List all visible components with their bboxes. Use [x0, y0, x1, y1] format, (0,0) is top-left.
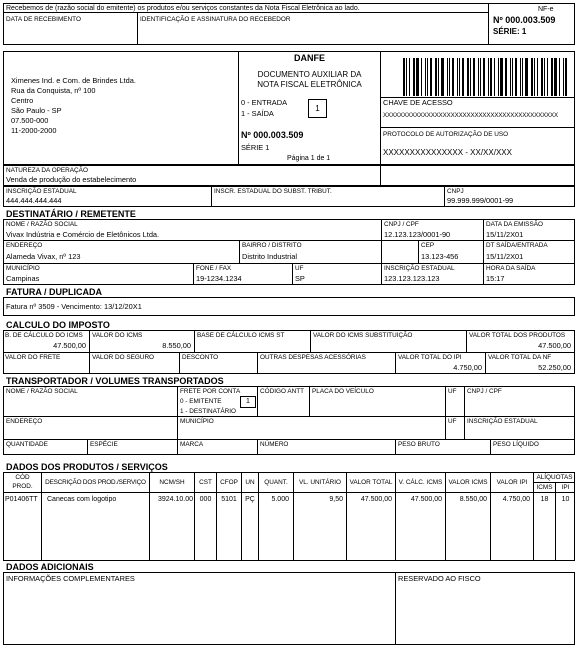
danfe-series: SÉRIE 1: [241, 143, 270, 152]
insurance-value-label: VALOR DO SEGURO: [92, 354, 155, 361]
other-expenses-label: OUTRAS DESPESAS ACESSÓRIAS: [260, 354, 366, 361]
issuer-cnpj-label: CNPJ: [447, 188, 464, 195]
carrier-ie-label: INSCRIÇÃO ESTADUAL: [467, 418, 538, 425]
access-key-value: XXXXXXXXXXXXXXXXXXXXXXXXXXXXXXXXXXXXXXXXXXXX: [383, 112, 558, 119]
fisco-reserved-label: RESERVADO AO FISCO: [398, 574, 481, 583]
danfe-type-value: 1: [315, 104, 320, 113]
recipient-uf-value: SP: [295, 274, 305, 283]
danfe-type-box: [308, 99, 327, 118]
recipient-district-value: Distrito Industrial: [242, 252, 298, 261]
icms-st-value-label: VALOR DO ICMS SUBSTITUIÇÃO: [313, 332, 413, 339]
barcode-image: [403, 58, 569, 96]
tax-section-title: CALCULO DO IMPOSTO: [6, 320, 110, 330]
carrier-city-label: MUNICÍPIO: [180, 418, 214, 425]
exit-time-value: 15:17: [486, 274, 505, 283]
products-total-value: 47.500,00: [538, 341, 571, 350]
danfe-subtitle-1: DOCUMENTO AUXILIAR DA: [257, 70, 362, 79]
col-code-header-2: PROD.: [12, 483, 33, 490]
row-cfop: 5101: [221, 496, 237, 503]
recipient-section-title: DESTINATÁRIO / REMETENTE: [6, 209, 136, 219]
recipient-zip-label: CEP: [421, 242, 435, 249]
issuer-street: Rua da Conquista, nº 100: [11, 86, 96, 95]
danfe-title: DANFE: [294, 53, 325, 63]
issuer-info: [11, 76, 136, 136]
volume-brand-label: MARCA: [180, 441, 204, 448]
carrier-section-title: TRANSPORTADOR / VOLUMES TRANSPORTADOS: [6, 376, 224, 386]
recipient-ie-label: INSCRIÇÃO ESTADUAL: [384, 265, 455, 272]
st-registration-label: INSCR. ESTADUAL DO SUBST. TRIBUT.: [214, 188, 332, 195]
recipient-cnpj-value: 12.123.123/0001-90: [384, 230, 451, 239]
col-cfop-header: CFOP: [220, 479, 238, 486]
col-description-header: DESCRIÇÃO DOS PROD./SERVIÇO: [45, 479, 146, 486]
volume-quantity-label: QUANTIDADE: [6, 441, 48, 448]
additional-section-title: DADOS ADICIONAIS: [6, 562, 94, 572]
row-unit: PÇ: [245, 496, 255, 503]
carrier-cnpj-label: CNPJ / CPF: [467, 388, 502, 395]
recipient-name-label: NOME / RAZÃO SOCIAL: [6, 221, 78, 228]
issue-date-value: 15/11/2X01: [486, 230, 524, 239]
authorization-protocol-value: XXXXXXXXXXXXXXX - XX/XX/XXX: [383, 148, 512, 157]
recipient-phone-label: FONE / FAX: [196, 265, 232, 272]
gross-weight-label: PESO BRUTO: [398, 441, 440, 448]
col-icms-header: VALOR ICMS: [448, 479, 488, 486]
recipient-name-value: Vivax Indústria e Comércio de Eletônicos Ltda.: [6, 230, 160, 239]
carrier-address-label: ENDEREÇO: [6, 418, 43, 425]
volume-number-label: NÚMERO: [260, 441, 289, 448]
receipt-series: SÉRIE: 1: [493, 27, 527, 36]
row-quantity: 5.000: [271, 496, 289, 503]
discount-label: DESCONTO: [182, 354, 219, 361]
row-unit-price: 9,50: [329, 496, 343, 503]
recipient-ie-value: 123.123.123.123: [384, 274, 440, 283]
recipient-uf-label: UF: [295, 265, 304, 272]
recipient-city-label: MUNICÍPIO: [6, 265, 40, 272]
issue-date-label: DATA DA EMISSÃO: [486, 221, 543, 228]
receipt-text: Recebemos de (razão social do emitente) os produtos e/ou serviços constantes da Nota Fiscal Eletrônica ao lado.: [6, 5, 360, 12]
invoice-total-label: VALOR TOTAL DA NF: [488, 354, 552, 361]
recipient-district-label: BAIRRO / DISTRITO: [242, 242, 302, 249]
issuer-city: São Paulo - SP: [11, 106, 62, 115]
recipient-cnpj-label: CNPJ / CPF: [384, 221, 419, 228]
row-code: P01406TT: [5, 496, 38, 503]
volume-species-label: ESPÉCIE: [90, 441, 118, 448]
col-unit-price-header: VL. UNITÁRIO: [299, 479, 341, 486]
issuer-phone: 11-2000-2000: [11, 126, 57, 135]
danfe-number: Nº 000.003.509: [241, 130, 304, 140]
antt-code-label: CÓDIGO ANTT: [260, 388, 305, 395]
col-rate-ipi-header: IPI: [561, 484, 570, 491]
icms-value: 8.550,00: [162, 341, 191, 350]
operation-nature-value: Venda de produção do estabelecimento: [6, 175, 137, 184]
col-ipi-header: VALOR IPI: [496, 479, 528, 486]
col-ncm-header: NCM/SH: [159, 479, 185, 486]
freight-type-box: [240, 396, 256, 408]
invoice-value: Fatura nº 3509 - Vencimento: 13/12/20X1: [6, 302, 142, 311]
ipi-total-label: VALOR TOTAL DO IPI: [398, 354, 462, 361]
recipient-zip-value: 13.123-456: [421, 252, 459, 261]
col-code-header-1: CÓD: [15, 474, 30, 481]
carrier-uf-label: UF: [448, 388, 457, 395]
carrier-name-label: NOME / RAZÃO SOCIAL: [6, 388, 78, 395]
danfe-entry: 0 - ENTRADA: [241, 98, 287, 107]
vehicle-plate-label: PLACA DO VEÍCULO: [312, 388, 374, 395]
row-cst: 000: [199, 496, 212, 503]
authorization-protocol-label: PROTOCOLO DE AUTORIZAÇÃO DE USO: [383, 131, 509, 138]
invoice-section-title: FATURA / DUPLICADA: [6, 287, 102, 297]
products-total-label: VALOR TOTAL DOS PRODUTOS: [469, 332, 566, 339]
icms-st-base-label: BASE DE CÁLCULO ICMS ST: [197, 332, 285, 339]
issuer-zip: 07.500-000: [11, 116, 49, 125]
col-unit-header: UN: [245, 479, 255, 486]
ipi-total-value: 4.750,00: [453, 363, 482, 372]
receipt-signature-label: IDENTIFICAÇÃO E ASSINATURA DO RECEBEDOR: [140, 16, 291, 23]
carrier-uf2-label: UF: [448, 418, 457, 425]
issuer-name: Ximenes Ind. e Com. de Brindes Ltda.: [11, 76, 136, 85]
col-cst-header: CST: [199, 479, 212, 486]
row-icms-base: 47.500,00: [410, 496, 442, 503]
exit-date-value: 15/11/2X01: [486, 252, 524, 261]
freight-recipient-option: 1 - DESTINATÁRIO: [180, 408, 236, 415]
complementary-info-label: INFORMAÇÕES COMPLEMENTARES: [6, 574, 135, 583]
freight-issuer-option: 0 - EMITENTE: [180, 398, 222, 405]
freight-responsibility-label: FRETE POR CONTA: [180, 388, 241, 395]
icms-base-label: B. DE CÁLCULO DO ICMS: [5, 332, 83, 339]
products-section-title: DADOS DOS PRODUTOS / SERVIÇOS: [6, 462, 168, 472]
freight-value-label: VALOR DO FRETE: [5, 354, 61, 361]
danfe-document: [3, 3, 575, 645]
receipt-number: Nº 000.003.509: [493, 15, 556, 25]
exit-time-label: HORA DA SAÍDA: [486, 265, 536, 272]
icms-base-value: 47.500,00: [53, 341, 86, 350]
invoice-total-value: 52.250,00: [538, 363, 571, 372]
recipient-city-value: Campinas: [6, 274, 40, 283]
col-icms-base-header: V. CÁLC. ICMS: [398, 479, 443, 486]
danfe-page: Página 1 de 1: [287, 155, 331, 162]
state-registration-label: INSCRIÇÃO ESTADUAL: [6, 188, 77, 195]
state-registration-value: 444.444.444.444: [6, 196, 62, 205]
recipient-address-label: ENDEREÇO: [6, 242, 43, 249]
danfe-exit: 1 - SAÍDA: [241, 109, 274, 118]
issuer-cnpj-value: 99.999.999/0001-99: [447, 196, 514, 205]
col-rates-header: ALÍQUOTAS: [536, 474, 573, 481]
col-quantity-header: QUANT.: [264, 479, 288, 486]
row-ncm: 3924.10.00: [157, 496, 193, 503]
issuer-district: Centro: [11, 96, 34, 105]
icms-value-label: VALOR DO ICMS: [92, 332, 143, 339]
recipient-address-value: Alameda Vivax, nº 123: [6, 252, 81, 261]
row-rate-icms: 18: [540, 496, 549, 503]
receipt-nfe-label: NF-e: [538, 6, 554, 13]
receipt-date-label: DATA DE RECEBIMENTO: [6, 16, 81, 23]
row-ipi: 4.750,00: [502, 496, 530, 503]
freight-type-value: 1: [246, 398, 250, 405]
row-rate-ipi: 10: [561, 496, 570, 503]
danfe-subtitle-2: NOTA FISCAL ELETRÔNICA: [257, 80, 362, 89]
access-key-label: CHAVE DE ACESSO: [383, 98, 453, 107]
col-rate-icms-header: ICMS: [536, 484, 553, 491]
exit-date-label: DT SAÍDA/ENTRADA: [486, 242, 548, 249]
row-icms: 8.550,00: [459, 496, 487, 503]
col-total-header: VALOR TOTAL: [349, 479, 393, 486]
table-row: [3, 494, 575, 505]
recipient-phone-value: 19-1234.1234: [196, 274, 242, 283]
row-description: Canecas com logotipo: [47, 496, 117, 503]
row-total: 47.500,00: [360, 496, 392, 503]
net-weight-label: PESO LÍQUIDO: [493, 441, 539, 448]
operation-nature-label: NATUREZA DA OPERAÇÃO: [6, 167, 88, 174]
